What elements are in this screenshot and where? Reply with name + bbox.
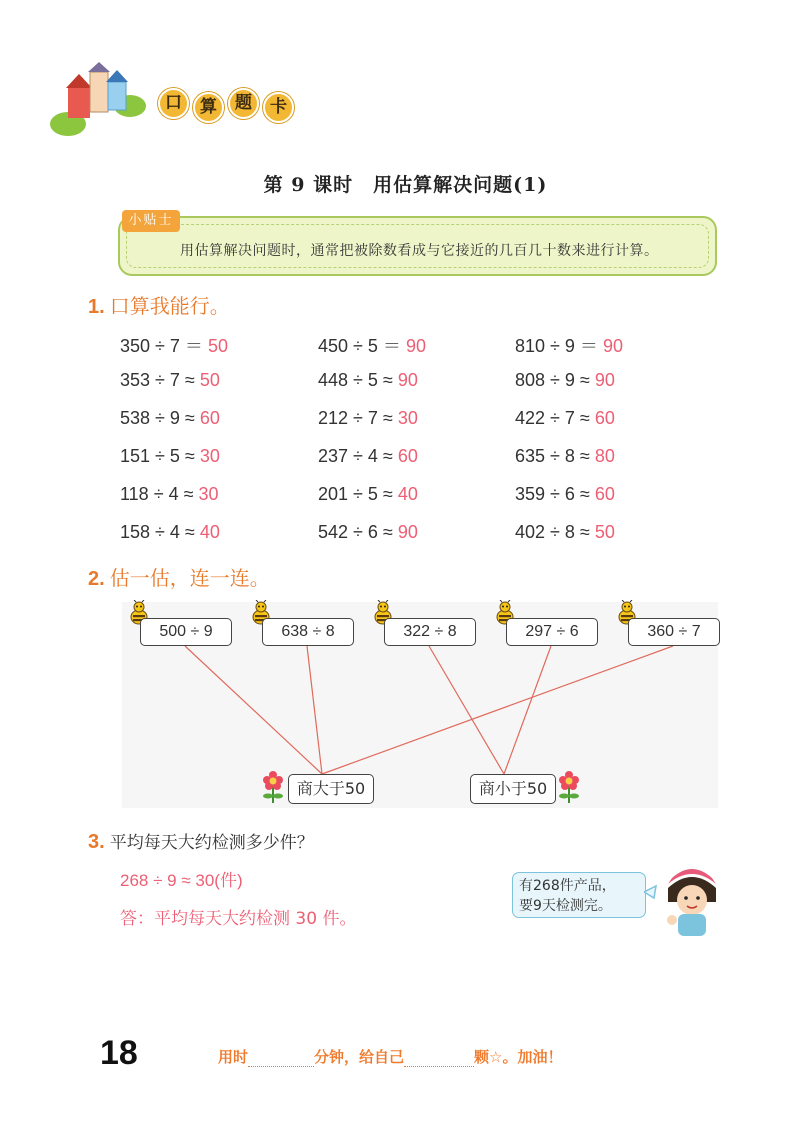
time-blank[interactable] [248, 1048, 314, 1067]
section-2-title: 估一估，连一连。 [109, 566, 270, 590]
equation-expression: 212 ÷ 7 ≈ [318, 408, 393, 428]
equation-answer: 90 [405, 336, 426, 356]
target-greater-than-50[interactable]: 商大于50 [288, 774, 374, 804]
equation-expression: 810 ÷ 9 ＝ [515, 336, 598, 356]
expression-box[interactable]: 638 ÷ 8 [262, 618, 354, 646]
lesson-title: 第 9 课时 用估算解决问题(1) [263, 174, 548, 196]
badge-char-2: 算 [193, 92, 224, 123]
section-3-question: 平均每天大约检测多少件？ [109, 833, 314, 853]
page-number: 18 [100, 1034, 138, 1072]
connection-line [307, 646, 322, 774]
connection-line [504, 646, 551, 774]
speech-line-1: 有268件产品， [519, 878, 616, 894]
equation-expression: 538 ÷ 9 ≈ [120, 408, 195, 428]
tip-text: 用估算解决问题时，通常把被除数看成与它接近的几百几十数来进行计算。 [180, 243, 659, 259]
expression-box[interactable]: 500 ÷ 9 [140, 618, 232, 646]
equation-answer: 90 [594, 370, 615, 390]
equation-answer: 30 [397, 408, 418, 428]
equation-expression: 359 ÷ 6 ≈ [515, 484, 590, 504]
flower-icon [260, 770, 286, 804]
equation-answer: 50 [199, 370, 220, 390]
footer-text-2: 分钟，给自己 [314, 1048, 405, 1066]
footer-note [218, 1046, 562, 1067]
section-1-number: 1. [88, 296, 105, 318]
equation-expression: 422 ÷ 7 ≈ [515, 408, 590, 428]
speech-line-2: 要9天检测完。 [519, 898, 612, 914]
equation-answer: 40 [199, 522, 220, 542]
section-3-heading [88, 828, 314, 854]
expression-box[interactable]: 322 ÷ 8 [384, 618, 476, 646]
equation-expression: 353 ÷ 7 ≈ [120, 370, 195, 390]
equation-answer: 60 [199, 408, 220, 428]
star-blank[interactable] [404, 1048, 474, 1067]
speech-bubble [512, 872, 646, 918]
equation-answer: 40 [397, 484, 418, 504]
equation-expression: 808 ÷ 9 ≈ [515, 370, 590, 390]
equation-expression: 118 ÷ 4 ≈ [120, 484, 194, 504]
footer-text-3: 颗☆。加油！ [474, 1048, 563, 1066]
equation-expression: 201 ÷ 5 ≈ [318, 484, 393, 504]
equation-expression: 635 ÷ 8 ≈ [515, 446, 590, 466]
equation-answer: 50 [207, 336, 228, 356]
equation-answer: 60 [594, 484, 615, 504]
section-2-number: 2. [88, 568, 105, 590]
equation-expression: 158 ÷ 4 ≈ [120, 522, 195, 542]
tip-label: 小贴士 [122, 210, 180, 232]
equation-expression: 151 ÷ 5 ≈ [120, 446, 195, 466]
connection-line [322, 646, 673, 774]
equation-expression: 448 ÷ 5 ≈ [318, 370, 393, 390]
section-3-number: 3. [88, 831, 105, 853]
badge-char-4: 卡 [263, 92, 294, 123]
equation-expression: 350 ÷ 7 ＝ [120, 336, 203, 356]
equation-answer: 60 [397, 446, 418, 466]
badge-char-1: 口 [158, 88, 189, 119]
equation-answer: 30 [198, 484, 219, 504]
badge-char-3: 题 [228, 88, 259, 119]
connection-line [429, 646, 504, 774]
equation-expression: 237 ÷ 4 ≈ [318, 446, 393, 466]
equation-answer: 80 [594, 446, 615, 466]
equation-expression: 450 ÷ 5 ＝ [318, 336, 401, 356]
flower-icon [556, 770, 582, 804]
solution-answer: 答：平均每天大约检测 30 件。 [120, 909, 357, 929]
equation-answer: 90 [397, 370, 418, 390]
equation-answer: 30 [199, 446, 220, 466]
equation-answer: 60 [594, 408, 615, 428]
footer-text-1: 用时 [218, 1048, 249, 1066]
equation-expression: 542 ÷ 6 ≈ [318, 522, 393, 542]
girl-illustration [644, 862, 724, 936]
equation-answer: 90 [602, 336, 623, 356]
equation-answer: 50 [594, 522, 615, 542]
expression-box[interactable]: 297 ÷ 6 [506, 618, 598, 646]
section-1-title: 口算我能行。 [109, 294, 230, 318]
connection-line [185, 646, 322, 774]
equation-expression: 402 ÷ 8 ≈ [515, 522, 590, 542]
solution-equation: 268 ÷ 9 ≈ 30(件) [120, 871, 243, 890]
expression-box[interactable]: 360 ÷ 7 [628, 618, 720, 646]
equation-answer: 90 [397, 522, 418, 542]
target-less-than-50[interactable]: 商小于50 [470, 774, 556, 804]
